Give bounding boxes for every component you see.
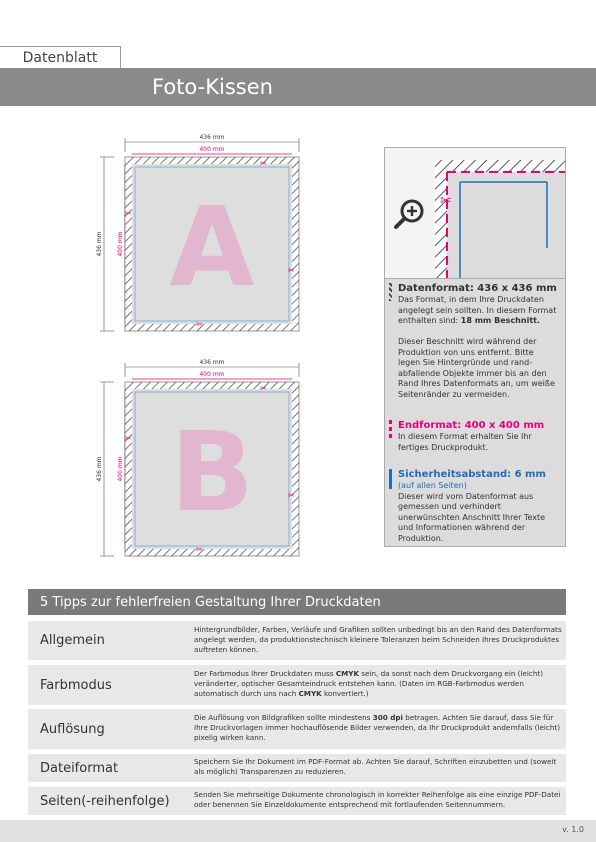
zoom-detail	[385, 148, 565, 279]
dim-inner-left-a: 400 mm	[117, 231, 124, 257]
dim-inner-top-a: 400 mm	[199, 146, 225, 153]
tip-label: Allgemein	[40, 633, 105, 648]
scissors-icon: ✂	[288, 266, 295, 275]
safety-marker	[389, 469, 392, 489]
scissors-icon: ✂	[125, 434, 132, 443]
format-diagram-b	[92, 355, 314, 577]
tip-text: Der Farbmodus Ihrer Druckdaten muss CMYK sein, da sonst nach dem Druckvorgang ein (leicht) veränderter, optischer Gesamteindruck entstehen kann. (Daten im RGB-Farbmodus werden automatisch durch uns nach CMYK konvertiert.)	[194, 669, 544, 698]
bleed-marker	[389, 283, 392, 301]
page-title: Foto-Kissen	[152, 75, 273, 99]
dim-inner-top-b: 400 mm	[199, 371, 225, 378]
side-letter-a: A	[169, 183, 255, 311]
version-label: v. 1.0	[562, 825, 584, 834]
tip-text: Die Auflösung von Bildgrafiken sollte mindestens 300 dpi betragen. Achten Sie darauf, dass Sie für Ihre Druckvorlagen immer hochauflösende Bilder verwenden, da Ihr Druckprodukt andernfalls (leicht) pixelig wirken kann.	[194, 713, 561, 742]
tip-row-seiten	[28, 787, 566, 815]
tip-label: Dateiformat	[40, 760, 119, 776]
dim-outer-top-b: 436 mm	[199, 359, 225, 366]
dim-outer-top-a: 436 mm	[199, 134, 225, 141]
sicherheit-title: Sicherheitsabstand: 6 mm	[398, 469, 546, 480]
scissors-icon: ✂	[125, 209, 132, 218]
scissors-icon: ✂	[440, 193, 452, 209]
dim-inner-left-b: 400 mm	[117, 456, 124, 482]
tips-header-label: 5 Tipps zur fehlerfreien Gestaltung Ihrer Druckdaten	[40, 594, 381, 610]
endformat-marker	[389, 420, 392, 440]
tip-label: Seiten(-reihenfolge)	[40, 793, 170, 809]
zoom-detail-graphic	[385, 148, 565, 278]
tip-label: Auflösung	[40, 721, 105, 737]
dim-outer-left-a: 436 mm	[96, 231, 103, 257]
endformat-description: In diesem Format erhalten Sie Ihr fertiges Druckprodukt.	[398, 432, 532, 452]
tip-row-aufloesung	[28, 709, 566, 749]
tip-text: Speichern Sie Ihr Dokument im PDF-Format ab. Achten Sie darauf, Schriften einzubetten und (soweit als möglich) Transparenzen zu reduzieren.	[194, 757, 557, 776]
endformat-title: Endformat: 400 x 400 mm	[398, 420, 545, 431]
tip-text: Hintergrundbilder, Farben, Verläufe und Grafiken sollten unbedingt bis an den Rand des Datenformats angelegt werden, da produktionstechnisch kleinere Toleranzen beim Schneiden Ihres Druckproduktes auftreten können.	[194, 625, 562, 654]
datenformat-description: Das Format, in dem Ihre Druckdaten angelegt sein sollten. In diesem Format enthalten sind: 18 mm Beschnitt.	[398, 295, 557, 325]
title-bar	[0, 68, 596, 106]
scissors-icon: ✂	[196, 545, 203, 554]
format-info-body	[385, 279, 565, 546]
scissors-icon: ✂	[196, 320, 203, 329]
side-letter-b: B	[170, 408, 254, 536]
sicherheit-description: Dieser wird vom Datenformat aus gemessen und verhindert unerwünschten Anschnitt Ihrer Texte und Informationen während der Produktion.	[398, 491, 546, 543]
scissors-icon: ✂	[260, 384, 267, 393]
zoom-icon	[396, 201, 422, 227]
beschnitt-description: Dieser Beschnitt wird während der Produktion von uns entfernt. Bitte legen Sie Hintergründe und rand-abfallende Objekte immer bis an den Rand Ihres Datenformats an, um weiße Seitenränder zu vermeiden.	[398, 337, 555, 399]
tip-row-farbmodus	[28, 665, 566, 705]
sicherheit-subtitle: (auf allen Seiten)	[398, 481, 467, 490]
tip-row-dateiformat	[28, 754, 566, 782]
tips-header	[28, 589, 566, 615]
tip-label: Farbmodus	[40, 677, 112, 693]
datenformat-title: Datenformat: 436 x 436 mm	[398, 283, 557, 294]
scissors-icon: ✂	[288, 491, 295, 500]
datasheet-tab	[0, 46, 121, 69]
format-diagram-a	[92, 130, 314, 355]
footer-bar	[0, 820, 596, 842]
scissors-icon: ✂	[260, 159, 267, 168]
format-info-box	[384, 147, 566, 547]
tip-text: Senden Sie mehrseitige Dokumente chronologisch in korrekter Reihenfolge als eine einzige PDF-Datei oder benennen Sie Einzeldokumente entsprechend mit fortlaufenden Seitennummern.	[194, 790, 561, 809]
datasheet-tab-label: Datenblatt	[22, 50, 98, 66]
dim-outer-left-b: 436 mm	[96, 456, 103, 482]
tip-row-allgemein	[28, 621, 566, 660]
